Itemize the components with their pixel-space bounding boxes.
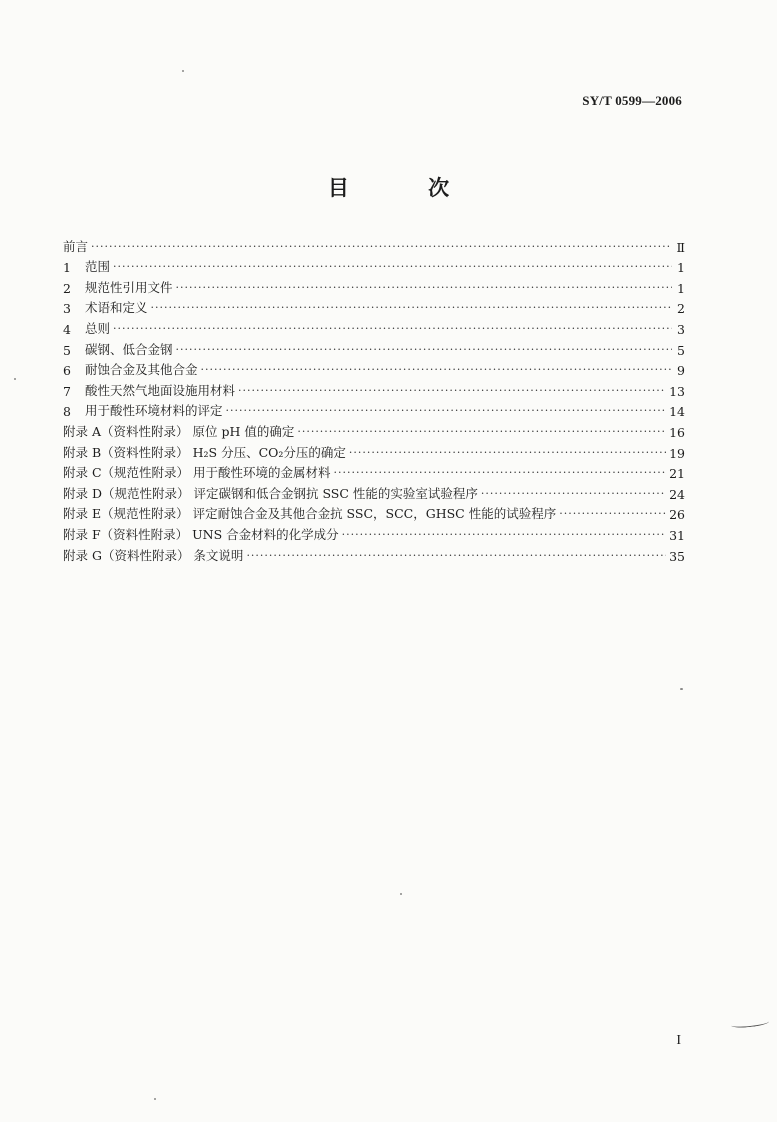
toc-leader-dots — [91, 240, 672, 253]
toc-entry[interactable] — [63, 522, 685, 543]
toc-entry[interactable] — [63, 440, 685, 461]
toc-entry-number: 6 — [63, 363, 71, 379]
toc-entry[interactable] — [63, 255, 685, 276]
toc-entry[interactable] — [63, 481, 685, 502]
toc-entry-title: 规范性引用文件 — [85, 279, 173, 295]
toc-entry-page: 26 — [669, 507, 685, 523]
toc-entry[interactable] — [63, 358, 685, 379]
toc-leader-dots — [113, 322, 672, 335]
scan-speck — [680, 688, 683, 690]
toc-entry-title: 前言 — [63, 238, 89, 254]
toc-entry[interactable] — [63, 337, 685, 358]
toc-leader-dots — [238, 384, 666, 397]
toc-leader-dots — [151, 301, 672, 314]
toc-entry-number: 1 — [63, 260, 71, 276]
toc-entry-title: 附录 B（资料性附录） H₂S 分压、CO₂分压的确定 — [63, 444, 346, 460]
toc-leader-dots — [226, 404, 667, 417]
toc-leader-dots — [349, 446, 666, 459]
toc-entry-title: 术语和定义 — [85, 300, 148, 316]
toc-entry-page: 1 — [677, 260, 685, 276]
toc-entry-title: 用于酸性环境材料的评定 — [85, 403, 223, 419]
scan-speck — [154, 1098, 156, 1100]
toc-entry-title: 附录 E（规范性附录） 评定耐蚀合金及其他合金抗 SSC，SCC，GHSC 性能的试验程序 — [63, 506, 557, 522]
toc-leader-dots — [176, 281, 672, 294]
toc-entry-page: 2 — [677, 301, 685, 317]
table-of-contents — [63, 234, 685, 564]
toc-entry[interactable] — [63, 316, 685, 337]
toc-leader-dots — [334, 466, 667, 479]
toc-entry[interactable] — [63, 378, 685, 399]
toc-leader-dots — [246, 549, 666, 562]
toc-entry[interactable] — [63, 543, 685, 564]
page-title: 目 次 — [327, 175, 486, 200]
toc-entry-title: 范围 — [85, 259, 111, 275]
toc-entry-title: 附录 D（规范性附录） 评定碳钢和低合金钢抗 SSC 性能的实验室试验程序 — [63, 485, 478, 501]
standard-code: SY/T 0599—2006 — [582, 93, 682, 108]
toc-entry-page: 5 — [677, 342, 685, 358]
toc-entry-page: 35 — [669, 548, 685, 564]
toc-entry-number: 7 — [63, 383, 71, 399]
toc-entry-page: 19 — [669, 445, 685, 461]
scan-scratch — [731, 1018, 770, 1029]
toc-entry-title: 附录 C（规范性附录） 用于酸性环境的金属材料 — [63, 465, 331, 481]
toc-entry-title: 附录 F（资料性附录） UNS 合金材料的化学成分 — [63, 526, 339, 542]
scan-speck — [400, 893, 402, 895]
toc-entry-number: 2 — [63, 280, 71, 296]
toc-entry-title: 酸性天然气地面设施用材料 — [85, 382, 236, 398]
toc-entry-page: 13 — [669, 383, 685, 399]
toc-entry-page: 24 — [669, 486, 685, 502]
toc-entry-title: 附录 G（资料性附录） 条文说明 — [63, 547, 244, 563]
toc-entry-number: 5 — [63, 342, 71, 358]
toc-leader-dots — [176, 343, 672, 356]
toc-entry-page: 21 — [669, 466, 685, 482]
toc-entry-title: 碳钢、低合金钢 — [85, 341, 173, 357]
toc-entry-title: 耐蚀合金及其他合金 — [85, 362, 198, 378]
toc-leader-dots — [113, 260, 672, 273]
toc-entry[interactable] — [63, 461, 685, 482]
scan-speck — [14, 378, 16, 380]
toc-entry-number: 8 — [63, 404, 71, 420]
toc-entry-page: 14 — [669, 404, 685, 420]
scan-speck — [182, 70, 184, 72]
toc-entry[interactable] — [63, 502, 685, 523]
toc-leader-dots — [559, 507, 666, 520]
page-number: I — [676, 1033, 681, 1048]
toc-leader-dots — [297, 425, 666, 438]
toc-entry-page: 9 — [677, 363, 685, 379]
toc-entry-page: 16 — [669, 424, 685, 440]
toc-leader-dots — [201, 363, 672, 376]
toc-entry-page: 3 — [677, 321, 685, 337]
toc-entry-number: 3 — [63, 301, 71, 317]
toc-entry[interactable] — [63, 234, 685, 255]
toc-entry[interactable] — [63, 275, 685, 296]
toc-entry-page: Ⅱ — [676, 239, 685, 255]
toc-entry-number: 4 — [63, 321, 71, 337]
toc-entry[interactable] — [63, 399, 685, 420]
toc-leader-dots — [342, 528, 666, 541]
toc-entry-title: 总则 — [85, 320, 111, 336]
toc-entry-page: 31 — [669, 527, 685, 543]
toc-entry-title: 附录 A（资料性附录） 原位 pH 值的确定 — [63, 423, 295, 439]
toc-leader-dots — [481, 487, 666, 500]
toc-entry-page: 1 — [677, 280, 685, 296]
toc-entry[interactable] — [63, 419, 685, 440]
toc-entry[interactable] — [63, 296, 685, 317]
